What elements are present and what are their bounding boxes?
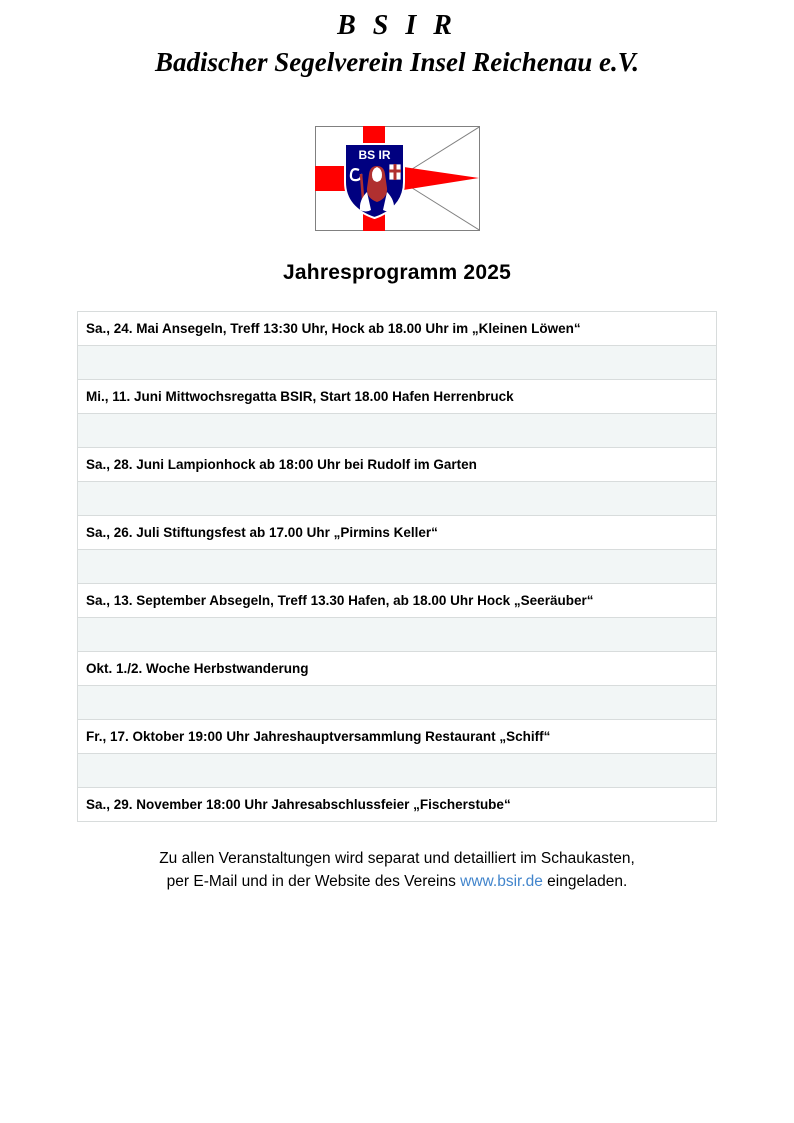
club-logo <box>0 126 794 231</box>
event-text: Okt. 1./2. Woche Herbstwanderung <box>78 652 717 686</box>
spacer-cell <box>78 618 717 652</box>
footer-line-1: Zu allen Veranstaltungen wird separat und detailliert im Schaukasten, <box>159 850 635 868</box>
schedule-table <box>77 311 717 822</box>
table-row <box>78 652 717 686</box>
spacer-cell <box>78 414 717 448</box>
schedule-table-body <box>78 312 717 822</box>
footer-text-after-link: eingeladen. <box>542 872 628 890</box>
table-spacer-row <box>78 482 717 516</box>
event-text: Fr., 17. Oktober 19:00 Uhr Jahreshauptversammlung Restaurant „Schiff“ <box>78 720 717 754</box>
spacer-cell <box>78 550 717 584</box>
bsir-burgee-flag-icon <box>315 126 480 231</box>
table-row <box>78 720 717 754</box>
footer-note <box>57 848 737 893</box>
table-row <box>78 312 717 346</box>
table-spacer-row <box>78 754 717 788</box>
spacer-cell <box>78 482 717 516</box>
table-row <box>78 448 717 482</box>
footer-text-before-link: per E-Mail und in der Website des Vereins <box>166 872 461 890</box>
document-header <box>0 0 794 80</box>
website-link[interactable]: www.bsir.de <box>460 872 543 890</box>
page-title: Jahresprogramm 2025 <box>283 261 511 285</box>
spacer-cell <box>78 754 717 788</box>
table-spacer-row <box>78 618 717 652</box>
table-spacer-row <box>78 346 717 380</box>
event-text: Mi., 11. Juni Mittwochsregatta BSIR, Start 18.00 Hafen Herrenbruck <box>78 380 717 414</box>
event-text: Sa., 24. Mai Ansegeln, Treff 13:30 Uhr, Hock ab 18.00 Uhr im „Kleinen Löwen“ <box>78 312 717 346</box>
spacer-cell <box>78 686 717 720</box>
shield-text: BS IR <box>357 148 391 163</box>
footer-line-2 <box>57 871 737 893</box>
spacer-cell <box>78 346 717 380</box>
table-row <box>78 516 717 550</box>
event-text: Sa., 29. November 18:00 Uhr Jahresabschlussfeier „Fischerstube“ <box>78 788 717 822</box>
schedule-table-container <box>77 311 717 822</box>
event-text: Sa., 13. September Absegeln, Treff 13.30 Hafen, ab 18.00 Uhr Hock „Seeräuber“ <box>78 584 717 618</box>
bsir-shield-icon <box>345 144 404 218</box>
club-full-name: Badischer Segelverein Insel Reichenau e.V. <box>154 47 639 77</box>
event-text: Sa., 28. Juni Lampionhock ab 18:00 Uhr bei Rudolf im Garten <box>78 448 717 482</box>
table-row <box>78 788 717 822</box>
table-row <box>78 584 717 618</box>
table-spacer-row <box>78 550 717 584</box>
table-spacer-row <box>78 414 717 448</box>
event-text: Sa., 26. Juli Stiftungsfest ab 17.00 Uhr „Pirmins Keller“ <box>78 516 717 550</box>
table-row <box>78 380 717 414</box>
table-spacer-row <box>78 686 717 720</box>
club-abbreviation: B S I R <box>337 10 457 41</box>
